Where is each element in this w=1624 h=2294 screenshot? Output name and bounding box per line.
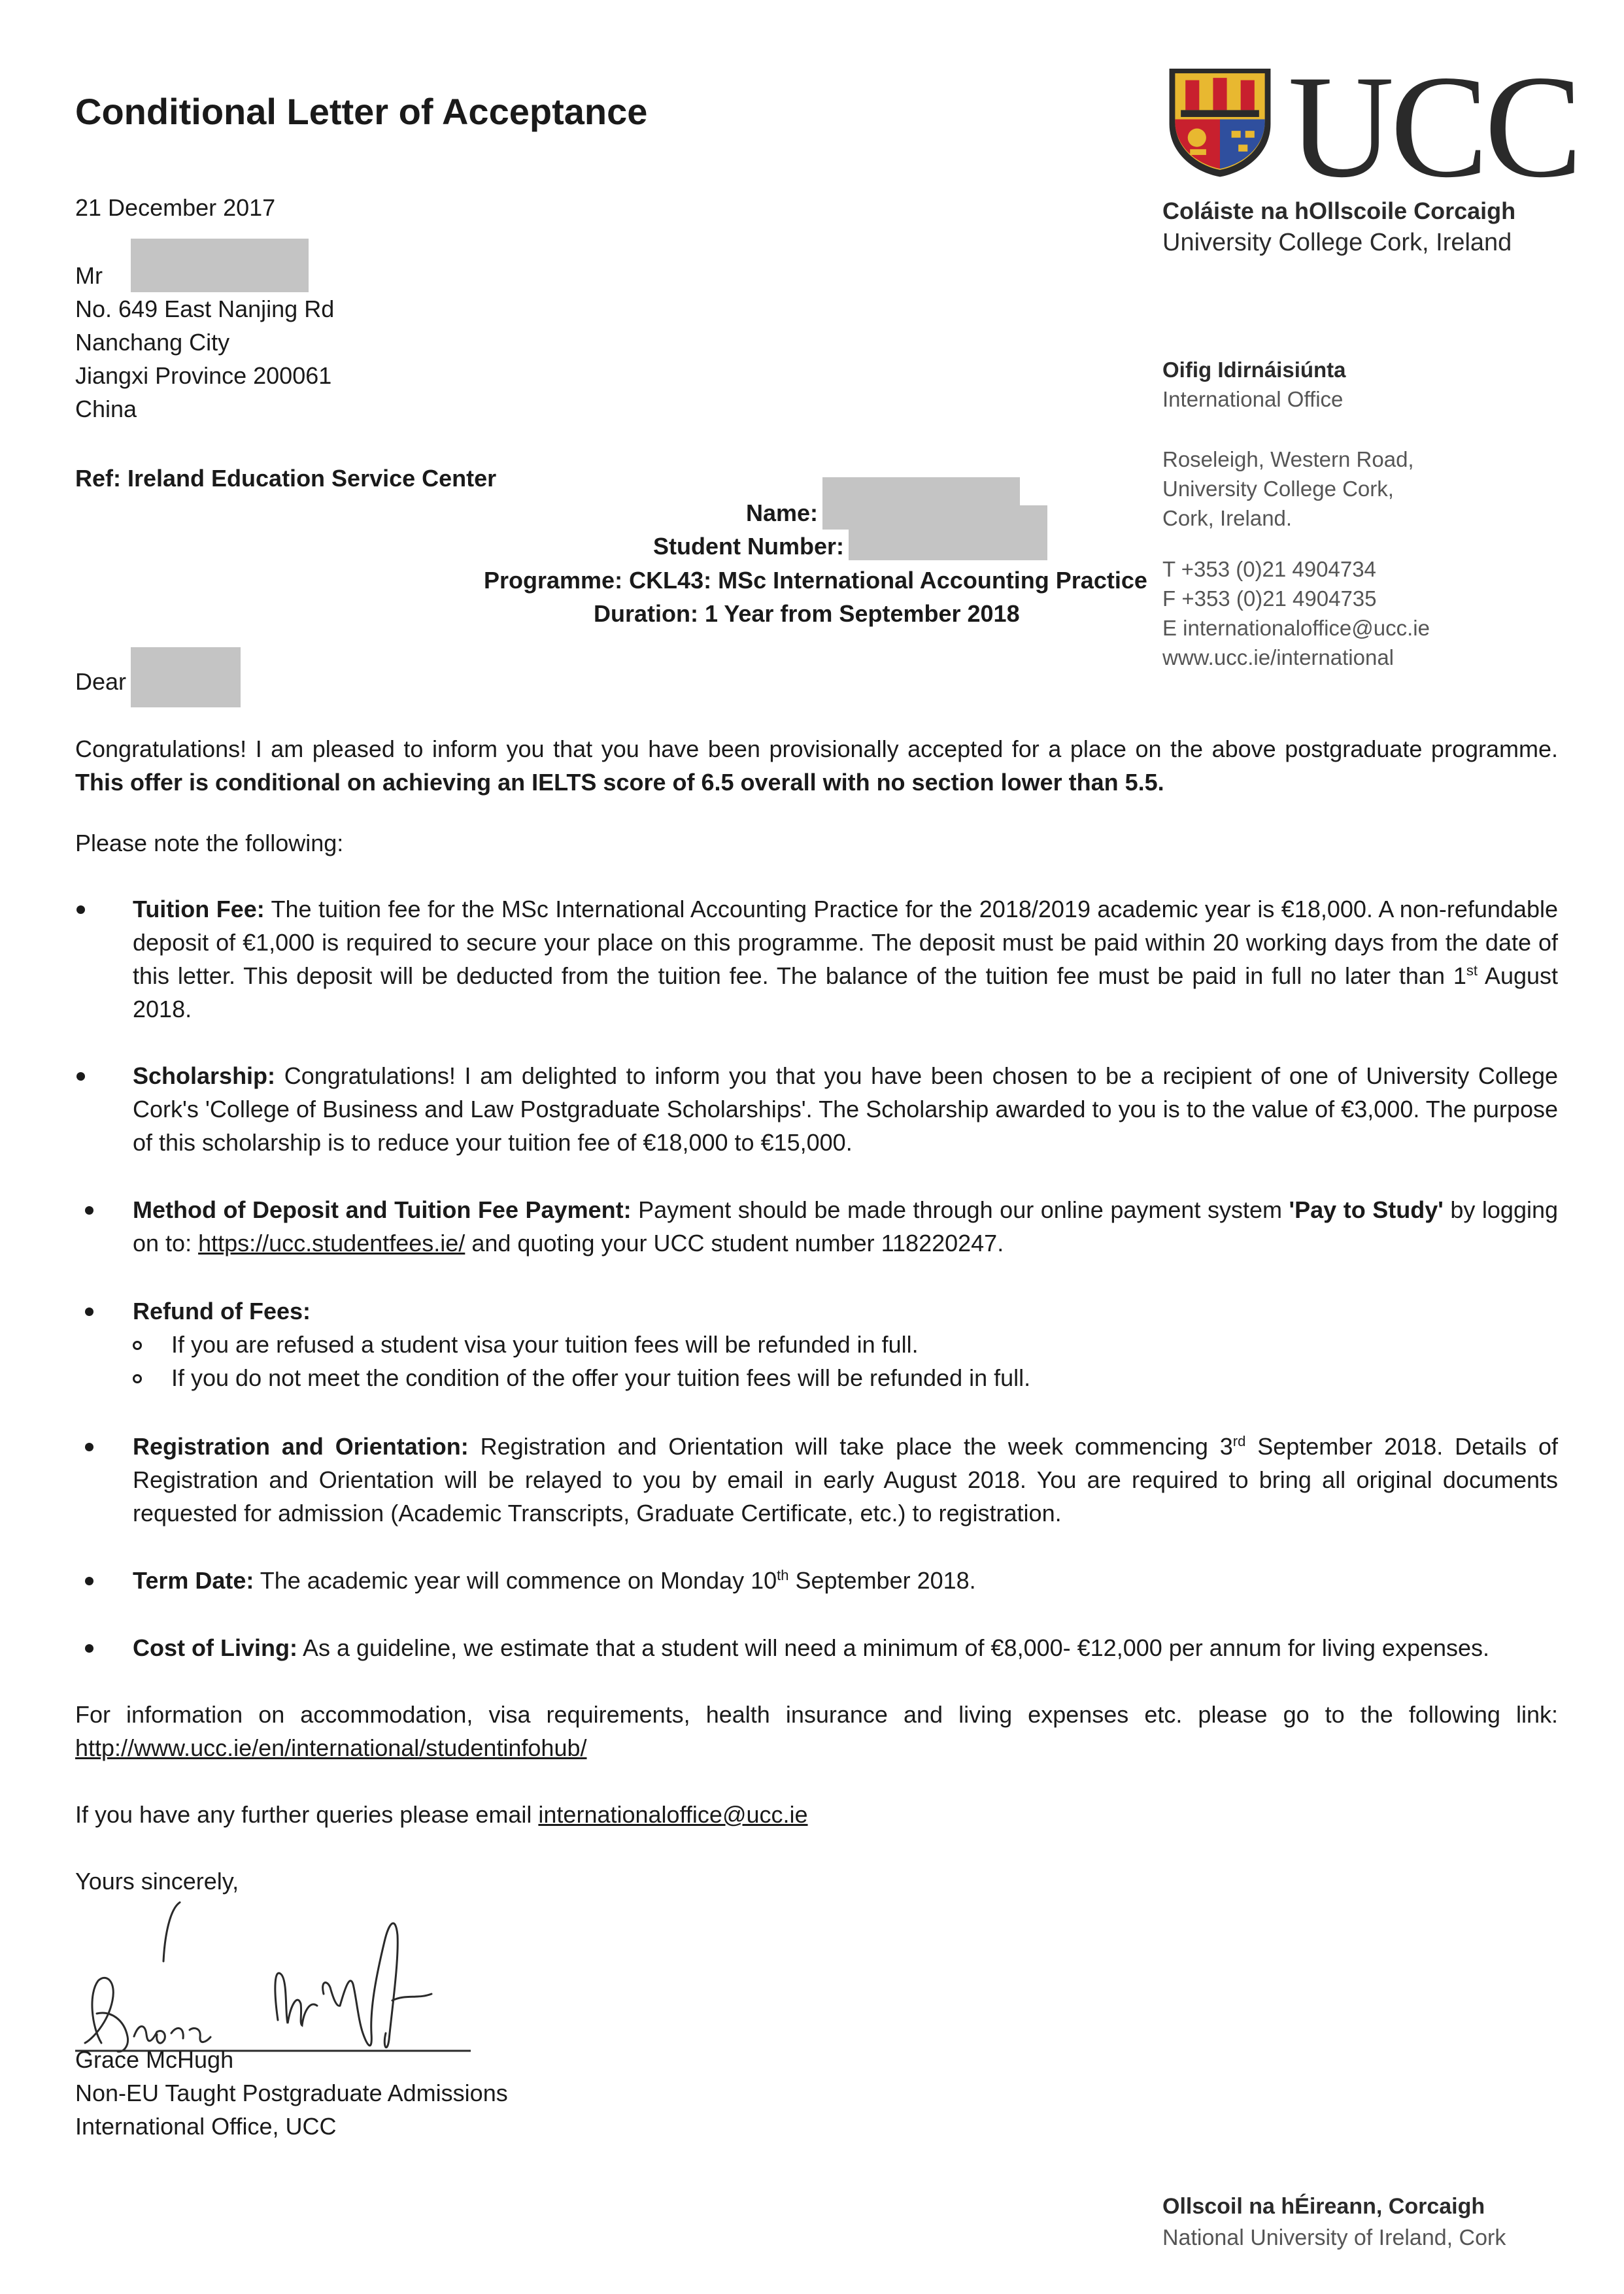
signature-image <box>65 1883 484 2066</box>
recipient-salutation: Mr <box>75 262 103 289</box>
circle-bullet-icon <box>133 1341 142 1350</box>
term-text: The academic year will commence on Monday 10 <box>260 1567 777 1594</box>
living-paragraph <box>133 1631 1558 1664</box>
signatory-office: International Office, UCC <box>75 2113 337 2140</box>
payment-text: Payment should be made through our online payment system <box>638 1196 1289 1223</box>
english-name: University College Cork, Ireland <box>1162 229 1512 256</box>
office-address-3: Cork, Ireland. <box>1162 506 1293 530</box>
registration-text: Registration and Orientation will take place the week commencing 3 <box>480 1433 1233 1460</box>
payment-paragraph <box>133 1193 1558 1260</box>
programme-line: Programme: CKL43: MSc International Accounting Practice <box>484 567 1147 594</box>
duration-line: Duration: 1 Year from September 2018 <box>594 600 1020 627</box>
recipient-address-4: China <box>75 396 137 422</box>
scholarship-paragraph <box>133 1059 1558 1159</box>
closing: Yours sincerely, <box>75 1868 239 1895</box>
refund-item-2: If you do not meet the condition of the offer your tuition fees will be refunded in full. <box>171 1364 1031 1391</box>
refund-label: Refund of Fees: <box>133 1298 311 1324</box>
registration-sup: rd <box>1232 1433 1246 1449</box>
info-text: For information on accommodation, visa requirements, health insurance and living expenses etc. please go to the following link: <box>75 1701 1558 1728</box>
studentfees-link[interactable]: https://ucc.studentfees.ie/ <box>198 1230 465 1257</box>
tuition-paragraph <box>133 892 1558 1026</box>
queries-email-link[interactable]: internationaloffice@ucc.ie <box>538 1801 808 1828</box>
irish-name: Coláiste na hOllscoile Corcaigh <box>1162 197 1516 224</box>
redacted-greeting-name <box>131 647 241 707</box>
scholarship-label: Scholarship: <box>133 1062 276 1089</box>
tuition-label: Tuition Fee: <box>133 896 265 922</box>
name-label: Name: <box>745 499 818 526</box>
office-address-1: Roseleigh, Western Road, <box>1162 447 1414 471</box>
ucc-wordmark: UCC <box>1288 44 1579 208</box>
circle-bullet-icon <box>133 1374 142 1383</box>
registration-text-end: September 2018. Details of Registration and Orientation will be relayed to you by email in early August 2018. You are required to bring all original documents requested for admission (Academic Transcripts, Graduate Certificate, etc.) to registration. <box>133 1433 1558 1527</box>
office-address-2: University College Cork, <box>1162 477 1394 501</box>
pay-to-study: 'Pay to Study' <box>1289 1196 1444 1223</box>
term-text-end: September 2018. <box>788 1567 976 1594</box>
footer-irish: Ollscoil na hÉireann, Corcaigh <box>1162 2194 1485 2219</box>
registration-paragraph <box>133 1430 1558 1530</box>
term-sup: th <box>777 1567 789 1583</box>
bullet-icon <box>85 1644 93 1653</box>
signatory-role: Non-EU Taught Postgraduate Admissions <box>75 2080 508 2106</box>
recipient-address-2: Nanchang City <box>75 329 230 356</box>
bullet-icon <box>85 1577 93 1585</box>
payment-label: Method of Deposit and Tuition Fee Payment: <box>133 1196 632 1223</box>
queries-line <box>75 1798 1558 1831</box>
office-web: www.ucc.ie/international <box>1162 645 1395 669</box>
info-paragraph <box>75 1698 1558 1764</box>
queries-text: If you have any further queries please email <box>75 1801 539 1828</box>
redacted-student-number <box>849 505 1047 560</box>
term-paragraph <box>133 1564 1558 1597</box>
office-irish: Oifig Idirnáisiúnta <box>1162 358 1346 382</box>
bullet-icon <box>85 1307 93 1316</box>
bullet-icon <box>85 1206 93 1215</box>
page-title: Conditional Letter of Acceptance <box>75 91 648 132</box>
bullet-icon <box>76 905 85 914</box>
reference-line: Ref: Ireland Education Service Center <box>75 465 497 492</box>
intro-paragraph <box>75 732 1558 799</box>
redacted-name <box>131 239 309 292</box>
living-text: As a guideline, we estimate that a student will need a minimum of €8,000- €12,000 per annum for living expenses. <box>302 1634 1490 1661</box>
office-email: E internationaloffice@ucc.ie <box>1162 616 1430 640</box>
note-line: Please note the following: <box>75 830 344 856</box>
term-label: Term Date: <box>133 1567 254 1594</box>
payment-text-c: and quoting your UCC student number 118220247. <box>465 1230 1004 1257</box>
intro-text: Congratulations! I am pleased to inform you that you have been provisionally accepted for a place on the above postgraduate programme. <box>75 735 1558 762</box>
office-fax: F +353 (0)21 4904735 <box>1162 586 1377 611</box>
bullet-icon <box>76 1072 85 1081</box>
payment-text-b: by logging on to: <box>133 1196 1559 1257</box>
greeting: Dear <box>75 668 127 695</box>
tuition-text-end: August 2018. <box>133 962 1559 1022</box>
letter-date: 21 December 2017 <box>75 194 276 221</box>
scholarship-text: Congratulations! I am delighted to inform you that you have been chosen to be a recipient of one of University College Cork's 'College of Business and Law Postgraduate Scholarships'. The Scholarship awarded to you is to the value of €3,000. The purpose of this scholarship is to reduce your tuition fee of €18,000 to €15,000. <box>133 1062 1558 1156</box>
refund-item-1: If you are refused a student visa your tuition fees will be refunded in full. <box>171 1331 919 1358</box>
ucc-crest-icon <box>1162 64 1277 179</box>
signatory-name: Grace McHugh <box>75 2046 234 2073</box>
living-label: Cost of Living: <box>133 1634 297 1661</box>
recipient-address-3: Jiangxi Province 200061 <box>75 362 332 389</box>
registration-label: Registration and Orientation: <box>133 1433 469 1460</box>
bullet-icon <box>85 1443 93 1451</box>
recipient-address-1: No. 649 East Nanjing Rd <box>75 295 335 322</box>
office-english: International Office <box>1162 387 1344 411</box>
tuition-text: The tuition fee for the MSc International Accounting Practice for the 2018/2019 academic year is €18,000. A non-refundable deposit of €1,000 is required to secure your place on this programme. The deposit must be paid within 20 working days from the date of this letter. This deposit will be deducted from the tuition fee. The balance of the tuition fee must be paid in full no later than 1 <box>133 896 1558 989</box>
office-phone: T +353 (0)21 4904734 <box>1162 557 1376 581</box>
studentinfohub-link[interactable]: http://www.ucc.ie/en/international/studentinfohub/ <box>75 1734 587 1761</box>
tuition-sup: st <box>1466 962 1478 979</box>
footer-english: National University of Ireland, Cork <box>1162 2225 1506 2250</box>
intro-condition: This offer is conditional on achieving an IELTS score of 6.5 overall with no section lower than 5.5. <box>75 769 1164 796</box>
student-number-label: Student Number: <box>653 533 844 560</box>
